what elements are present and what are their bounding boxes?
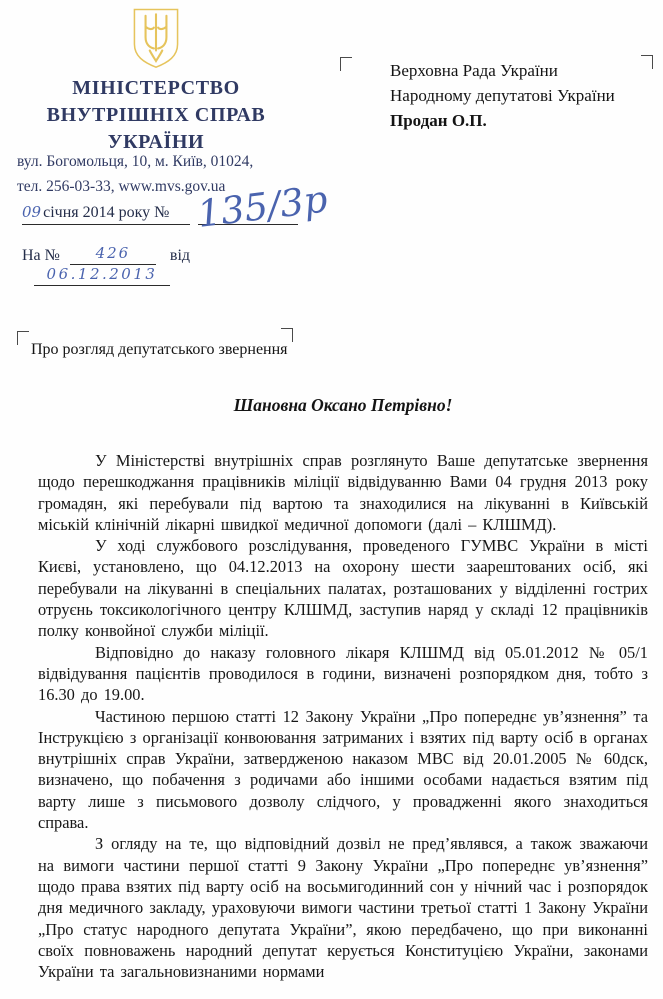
recipient-block <box>390 58 615 133</box>
letter-body <box>38 450 648 982</box>
reply-reference-row <box>22 244 322 283</box>
reply-prefix-label: На № <box>22 247 60 264</box>
address-line: вул. Богомольця, 10, м. Київ, 01024, <box>17 153 254 170</box>
org-name-line: МІНІСТЕРСТВО <box>72 77 240 99</box>
body-paragraph: Відповідно до наказу головного лікаря КЛШМД від 05.01.2012 № 05/1 відвідування пацієнтів проводилося в години, визначені розпорядком дня, тобто з 16.30 до 19.00. <box>38 642 648 705</box>
recipient-line: Народному депутатові України <box>390 86 615 105</box>
ukraine-trident-emblem-icon <box>121 6 191 70</box>
org-name-line: ВНУТРІШНІХ СПРАВ <box>46 104 266 126</box>
reply-number-line <box>70 244 156 265</box>
recipient-line: Верховна Рада України <box>390 61 558 80</box>
body-paragraph: У Міністерстві внутрішніх справ розглянуто Ваше депутатське звернення щодо перешкоджання працівників міліції відвідуванню Вами 04 грудня 2013 року громадян, які перебували під вартою та знаходилися на лікуванні в Київській міській клінічній лікарні швидкої медичної допомоги (далі – КЛШМД). <box>38 451 648 534</box>
org-name <box>30 75 282 156</box>
body-paragraph: Частиною першою статті 12 Закону України „Про попереднє ув’язнення” та Інструкцією з організації конвоювання затриманих і взятих під варту осіб в органах внутрішніх справ України, затвердженою наказом МВС від 20.01.2005 № 60дск, визначено, що побачення з родичами або іншими особами надається взятим під варту лише з письмового дозволу слідчого, у провадженні якого знаходиться справа. <box>38 706 648 833</box>
salutation: Шановна Оксано Петрівно! <box>233 395 453 415</box>
body-paragraph: У ході службового розслідування, проведеного ГУМВС України в місті Києві, установлено, що 04.12.2013 на охорону шести заарештованих осіб, які перебували на лікуванні в спеціальних палатах, розташованих у відділенні гострих отруєнь токсикологічного центру КЛШМД, заступив наряд у складі 12 працівників полку конвойної служби міліції. <box>38 536 648 641</box>
body-paragraph: З огляду на те, що відповідний дозвіл не пред’являвся, а також зважаючи на вимоги частини першої статті 9 Закону України „Про попереднє ув’язнення” щодо права взятих під варту осіб на восьмигодинний сон у нічний час і розпорядок дня медичного закладу, ураховуючи вимоги частини третьої статті 1 Закону України „Про статус народного депутата України”, якою передбачено, що при виконанні своїх повноважень народний депутат керується Конституцією України, законами України та загальновизнаними нормами <box>38 834 648 982</box>
handwritten-day: 09 <box>22 203 42 221</box>
subject-line: Про розгляд депутатського звернення <box>31 341 288 358</box>
reply-date-line <box>34 265 170 286</box>
subject-corner-mark-left-icon <box>17 331 29 345</box>
date-printed-label: січня 2014 року № <box>43 204 170 221</box>
handwritten-outgoing-number: 135/3р <box>195 177 330 236</box>
reply-from-label: від <box>169 247 191 264</box>
date-line <box>22 203 190 225</box>
address-line: тел. 256-03-33, www.mvs.gov.ua <box>17 178 226 195</box>
handwritten-reply-number: 426 <box>95 244 131 262</box>
recipient-corner-mark-left-icon <box>340 57 352 71</box>
letterhead <box>30 6 282 156</box>
handwritten-reply-date: 06.12.2013 <box>46 265 158 283</box>
recipient-name: Продан О.П. <box>390 111 487 130</box>
org-name-line: УКРАЇНИ <box>107 131 205 153</box>
recipient-corner-mark-right-icon <box>641 55 653 69</box>
subject-corner-mark-right-icon <box>281 328 293 342</box>
outgoing-number-line <box>195 177 330 236</box>
